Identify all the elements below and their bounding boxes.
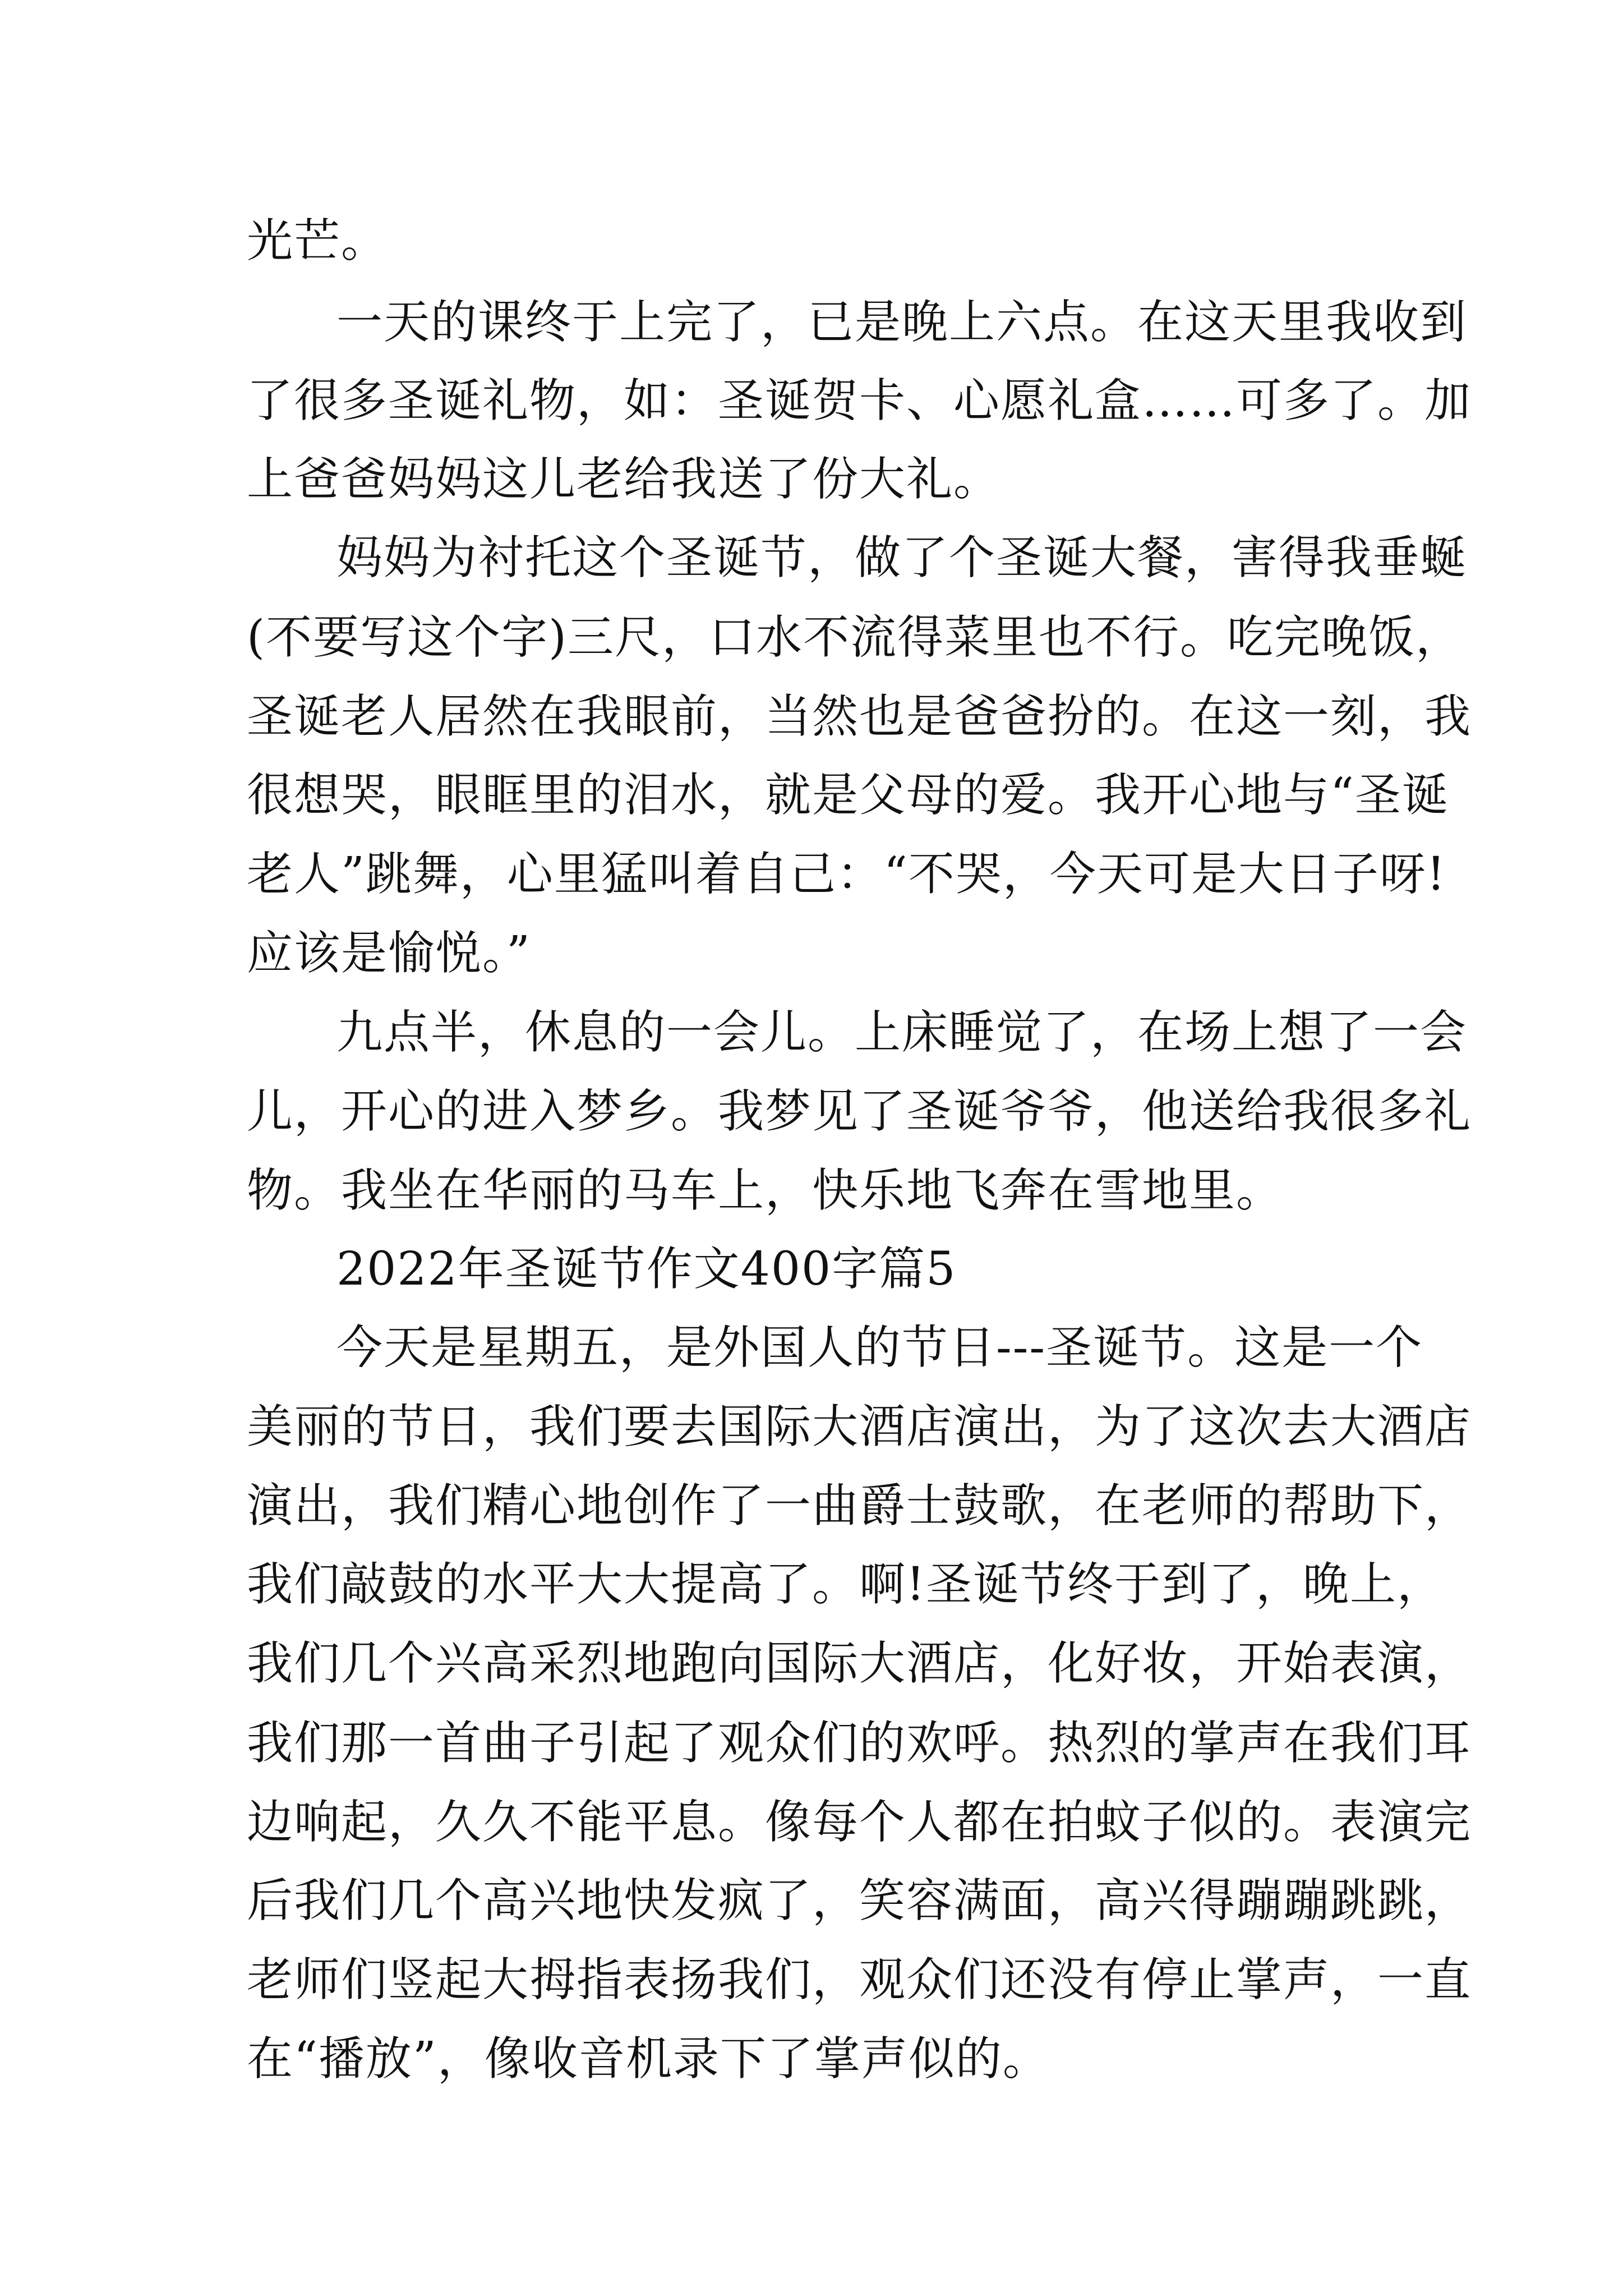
text-line: 很想哭，眼眶里的泪水，就是父母的爱。我开心地与“圣诞: [247, 769, 1449, 822]
text-line: 物。我坐在华丽的马车上，快乐地飞奔在雪地里。: [247, 1164, 1284, 1217]
text-line: 我们那一首曲子引起了观众们的欢呼。热烈的掌声在我们耳: [247, 1717, 1472, 1770]
paragraph-first-line: 今天是星期五，是外国人的节日---圣诞节。这是一个: [336, 1321, 1423, 1374]
text-line: 我们几个兴高采烈地跑向国际大酒店，化好妆，开始表演，: [247, 1637, 1472, 1690]
text-line: 老人”跳舞，心里猛叫着自己：“不哭，今天可是大日子呀!: [247, 848, 1446, 901]
text-line: (不要写这个字)三尺，口水不流得菜里也不行。吃完晚饭，: [247, 611, 1463, 664]
text-line: 美丽的节日，我们要去国际大酒店演出，为了这次去大酒店: [247, 1400, 1472, 1453]
text-line: 应该是愉悦。”: [247, 927, 531, 980]
section-heading: 2022年圣诞节作文400字篇5: [336, 1243, 957, 1296]
text-line: 圣诞老人居然在我眼前，当然也是爸爸扮的。在这一刻，我: [247, 690, 1472, 743]
text-line: 了很多圣诞礼物，如：圣诞贺卡、心愿礼盒……可多了。加: [247, 374, 1472, 427]
paragraph-first-line: 九点半，休息的一会儿。上床睡觉了，在场上想了一会: [336, 1006, 1468, 1059]
text-line: 我们敲鼓的水平大大提高了。啊!圣诞节终于到了，晚上，: [247, 1558, 1444, 1611]
text-line: 在“播放”，像收音机录下了掌声似的。: [247, 2032, 1050, 2086]
text-line: 儿，开心的进入梦乡。我梦见了圣诞爷爷，他送给我很多礼: [247, 1085, 1472, 1138]
text-line: 老师们竖起大拇指表扬我们，观众们还没有停止掌声，一直: [247, 1953, 1472, 2007]
text-line: 边响起，久久不能平息。像每个人都在拍蚊子似的。表演完: [247, 1796, 1472, 1849]
paragraph-first-line: 妈妈为衬托这个圣诞节，做了个圣诞大餐，害得我垂蜒: [336, 531, 1468, 585]
text-line: 光芒。: [247, 214, 389, 268]
paragraph-first-line: 一天的课终于上完了，已是晚上六点。在这天里我收到: [336, 296, 1468, 349]
text-line: 后我们几个高兴地快发疯了，笑容满面，高兴得蹦蹦跳跳，: [247, 1874, 1472, 1927]
text-line: 演出，我们精心地创作了一曲爵士鼓歌，在老师的帮助下，: [247, 1479, 1472, 1533]
text-line: 上爸爸妈妈这儿老给我送了份大礼。: [247, 453, 1001, 506]
